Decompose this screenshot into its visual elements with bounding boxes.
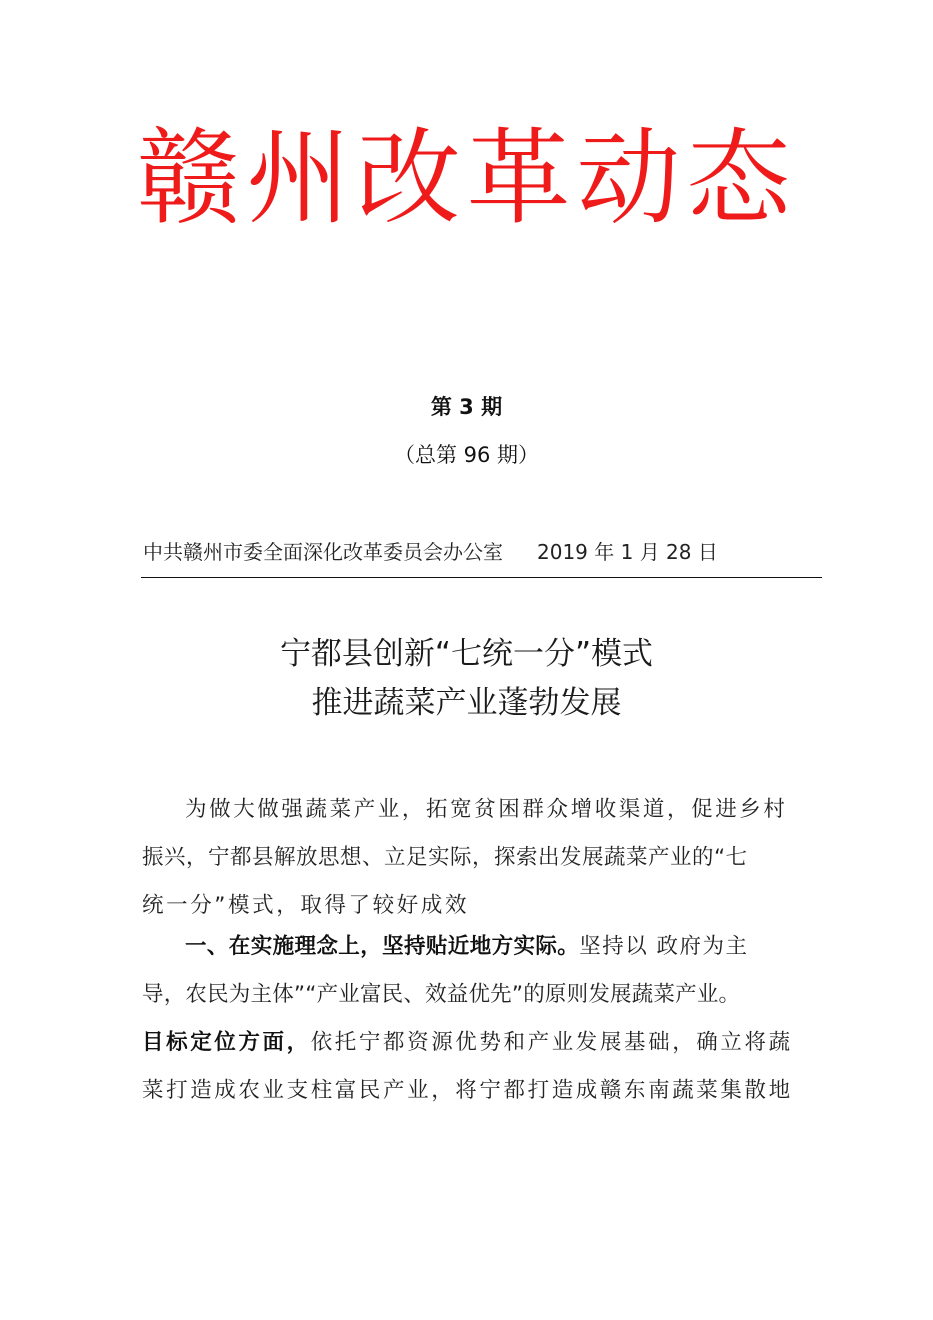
header-divider	[141, 577, 822, 578]
section-1-line-1	[142, 923, 822, 971]
publisher-line	[143, 537, 823, 567]
intro-line-3: 统一分”模式，取得了较好成效	[142, 893, 470, 918]
section-1-line-1-text: 坚持以 政府为主	[579, 934, 749, 959]
article-title-line-1: 宁都县创新“七统一分”模式	[279, 636, 654, 672]
section-1-line-4: 菜打造成农业支柱富民产业，将宁都打造成赣东南蔬菜集散地	[142, 1078, 793, 1103]
section-1-paragraph	[142, 923, 822, 1115]
section-1-line-3-text: 依托宁都资源优势和产业发展基础，确立将蔬	[310, 1030, 793, 1055]
section-1-heading: 一、在实施理念上，坚持贴近地方实际。	[185, 934, 580, 959]
publisher-name: 中共赣州市委全面深化改革委员会办公室	[143, 540, 503, 564]
section-1-line-3	[142, 1019, 822, 1067]
intro-paragraph	[142, 786, 822, 930]
section-1-subheading: 目标定位方面，	[142, 1030, 311, 1055]
issue-total-number: （总第 96 期）	[393, 443, 540, 467]
masthead-title: 赣州改革动态	[136, 117, 797, 239]
section-1-line-2: 导，农民为主体”“产业富民、效益优先”的原则发展蔬菜产业。	[142, 982, 741, 1007]
intro-line-2: 振兴，宁都县解放思想、立足实际，探索出发展蔬菜产业的“七	[142, 845, 748, 870]
issue-number: 第 3 期	[430, 395, 503, 419]
publish-date: 2019 年 1 月 28 日	[537, 540, 718, 564]
article-title-line-2: 推进蔬菜产业蓬勃发展	[311, 685, 622, 721]
intro-line-1: 为做大做强蔬菜产业，拓宽贫困群众增收渠道，促进乡村	[185, 797, 788, 822]
